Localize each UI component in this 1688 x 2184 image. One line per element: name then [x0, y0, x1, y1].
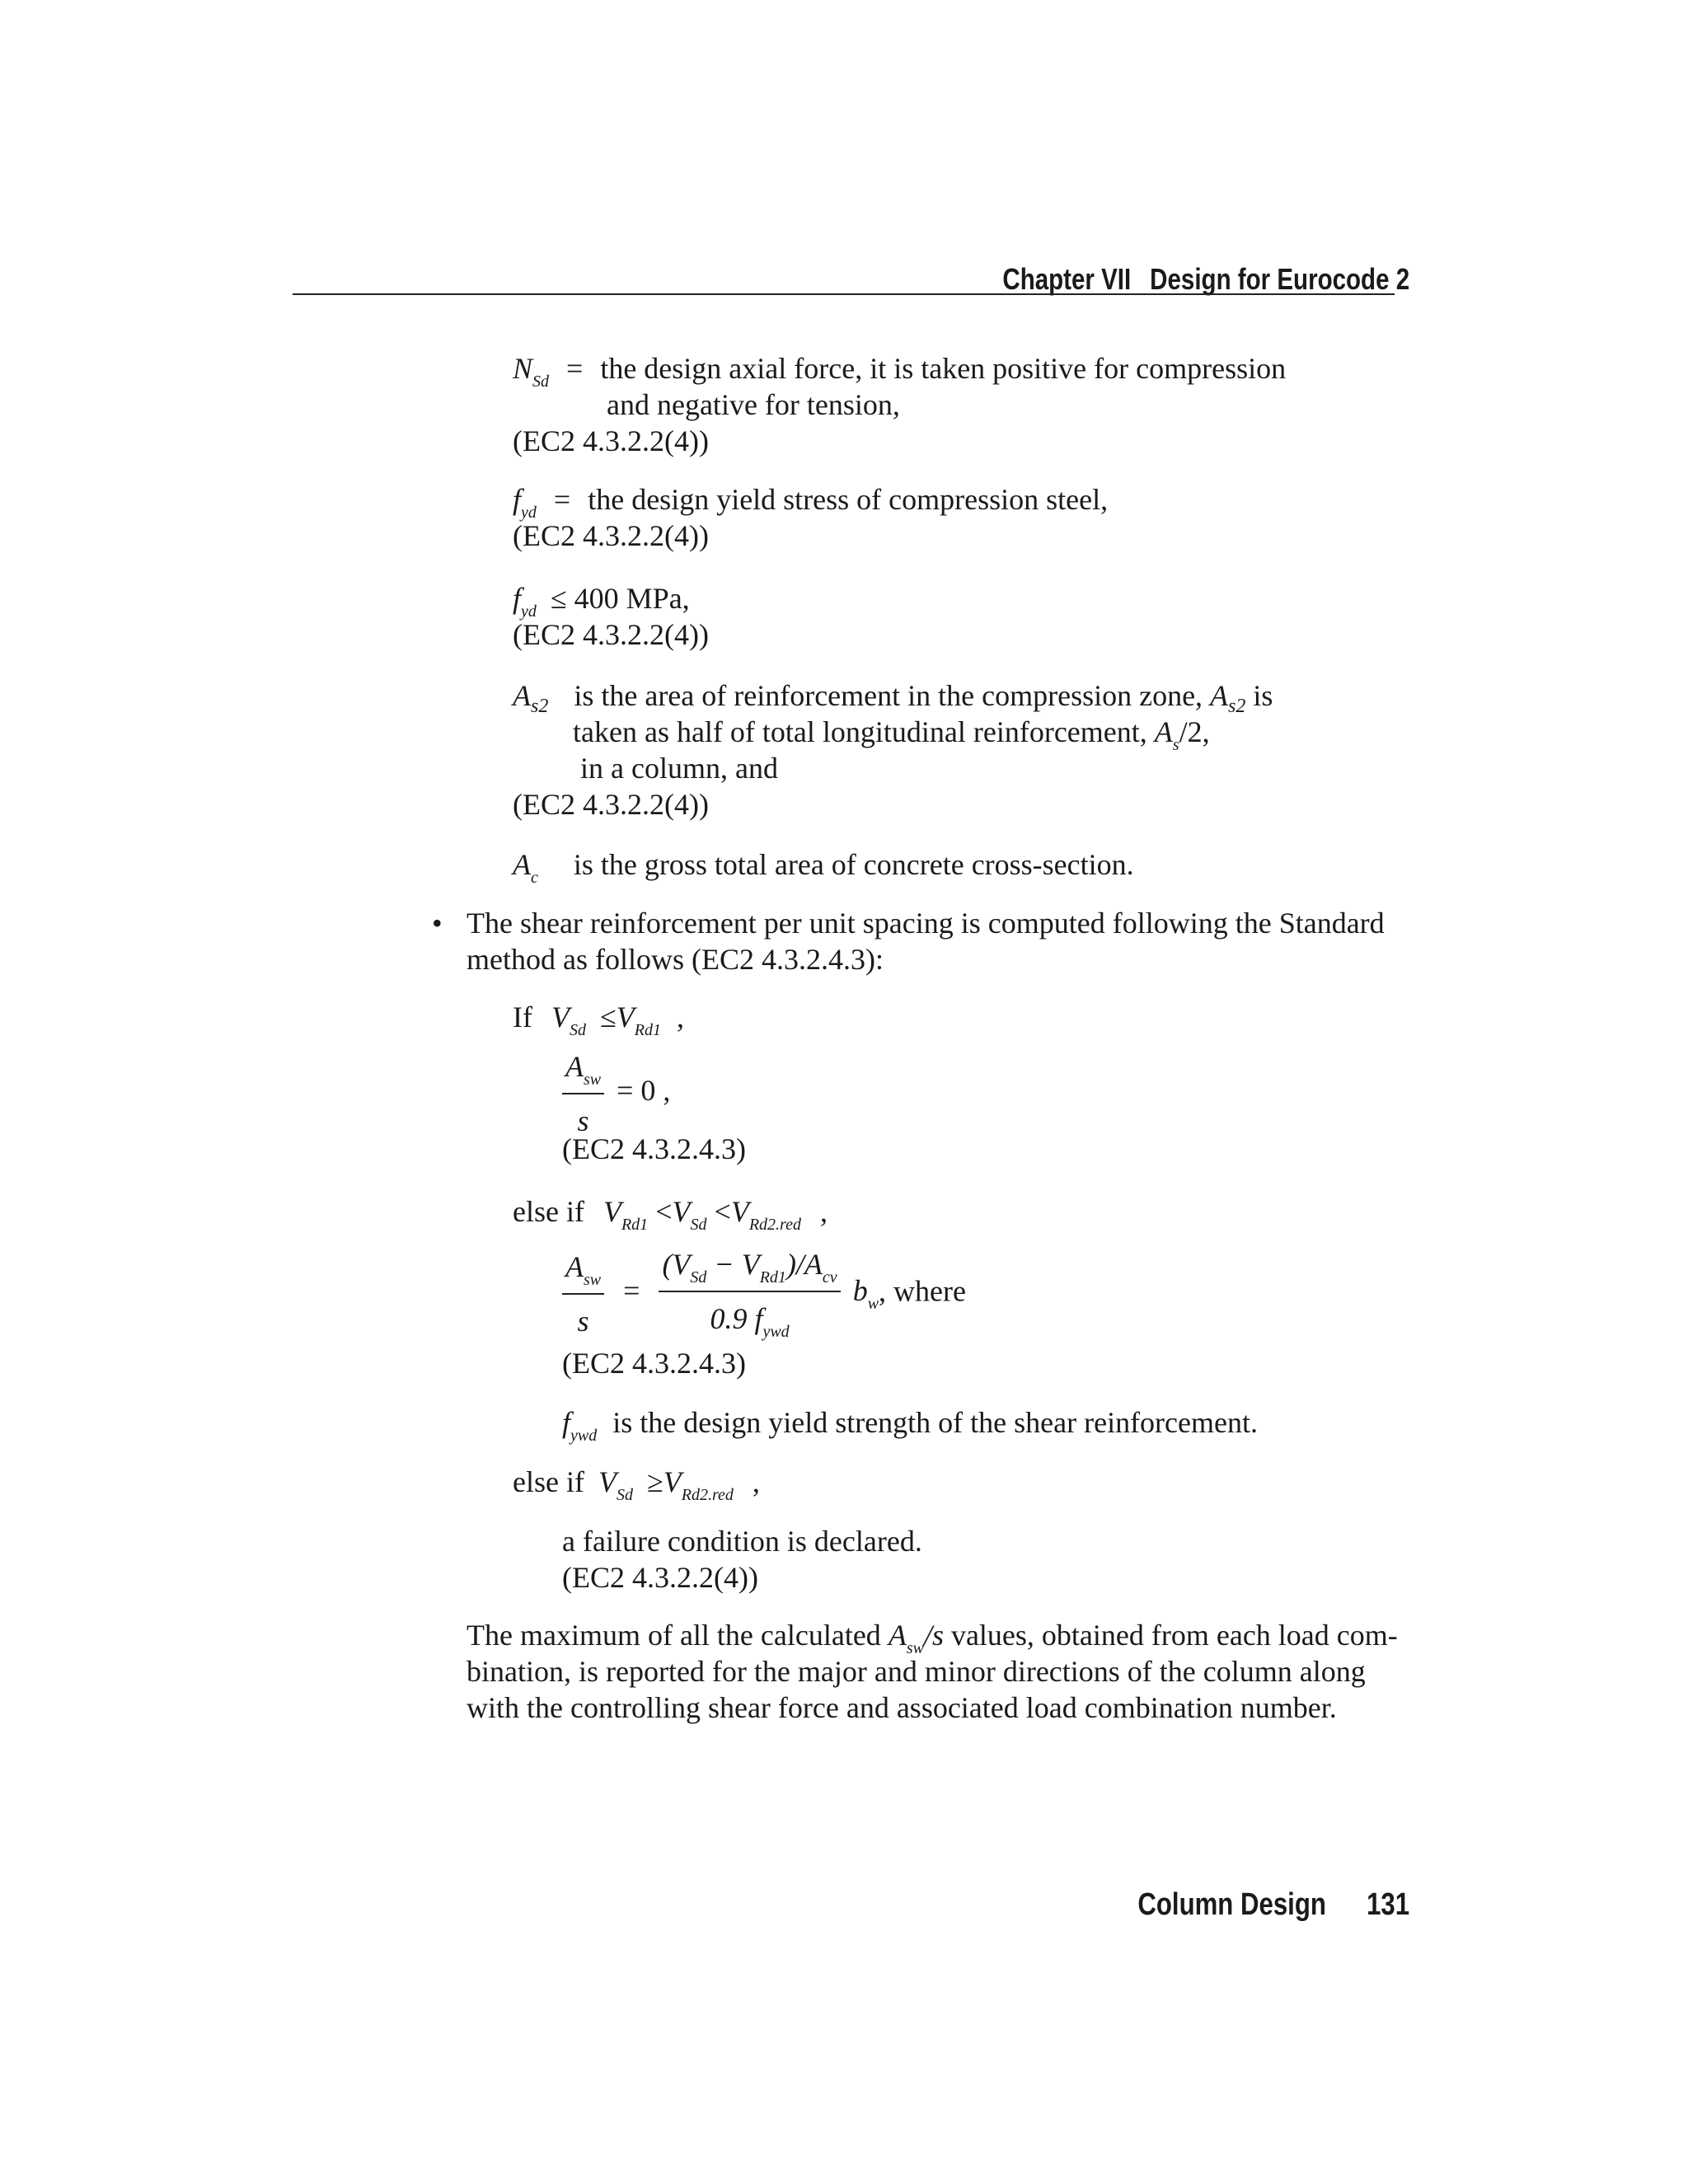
running-header: [1002, 262, 1409, 297]
page-footer: [1137, 1887, 1409, 1923]
bullet-line2: method as follows (EC2 4.3.2.4.3):: [467, 943, 884, 976]
fywd-subscript: ywd: [570, 1427, 598, 1445]
closing-line2: bination, is reported for the major and minor directions of the column along: [467, 1655, 1366, 1688]
nsd-equals: =: [566, 352, 584, 385]
asw-over-s-fraction: [562, 1048, 604, 1139]
fyd-subscript: yd: [521, 504, 537, 522]
eq1-reference: (EC2 4.3.2.4.3): [562, 1132, 746, 1165]
footer-section: Column Design: [1137, 1887, 1326, 1922]
ac-subscript: c: [531, 869, 538, 887]
elseif-v1: V: [603, 1195, 621, 1228]
eq2-num-s3: cv: [822, 1268, 837, 1286]
closing-line1: [467, 1617, 1398, 1658]
eq1-num: A: [565, 1050, 584, 1083]
else-label: else if: [513, 1465, 584, 1498]
as-half: /2,: [1179, 715, 1210, 748]
as2-definition: [513, 677, 1273, 718]
as2-text-line3: in a column, and: [580, 752, 778, 785]
elseif-rel2: <: [714, 1195, 731, 1228]
fywd-definition: [562, 1404, 1258, 1446]
failure-reference: (EC2 4.3.2.2(4)): [562, 1561, 758, 1594]
eq2-num-open: (V: [662, 1248, 691, 1281]
fywd-symbol: f: [562, 1406, 571, 1439]
eq2-den-sub: ywd: [762, 1323, 790, 1341]
eq2-lhs-fraction: [562, 1249, 604, 1339]
header-chapter: Chapter VII: [1002, 262, 1132, 296]
eq1-rhs: = 0 ,: [617, 1074, 671, 1108]
eq2-rhs-fraction: [659, 1246, 840, 1342]
ac-symbol: A: [513, 848, 531, 881]
eq2-lhs-sub: sw: [584, 1271, 602, 1289]
fywd-text: is the design yield strength of the shear reinforcement.: [612, 1406, 1258, 1439]
elseif-v2: V: [672, 1195, 691, 1228]
page-number: 131: [1367, 1887, 1409, 1922]
as2-subscript: s2: [531, 696, 549, 717]
eq2-num-s1: Sd: [690, 1268, 707, 1286]
elseif-rel1: <: [655, 1195, 673, 1228]
ac-definition: [513, 846, 1134, 888]
elseif-s2: Sd: [690, 1216, 707, 1234]
else-v1: V: [598, 1465, 617, 1498]
eq2-num-close: )/A: [785, 1248, 823, 1281]
else-rel: ≥: [646, 1465, 663, 1498]
elseif-s1: Rd1: [621, 1216, 649, 1234]
eq2-tail: , where: [879, 1274, 966, 1308]
closing-line1-start: The maximum of all the calculated: [467, 1619, 881, 1652]
fyd-limit-subscript: yd: [521, 602, 537, 621]
if-label: If: [513, 1001, 532, 1033]
elseif-s3: Rd2.red: [748, 1216, 801, 1234]
if-s2: Rd1: [634, 1021, 661, 1039]
bw-symbol: b: [852, 1274, 868, 1308]
nsd-reference: (EC2 4.3.2.2(4)): [513, 424, 709, 457]
fyd-limit-symbol: f: [513, 582, 522, 615]
elseif-end: ,: [819, 1195, 828, 1228]
eq2-equals: =: [623, 1274, 640, 1308]
eq1-den: s: [577, 1104, 589, 1137]
failure-text: a failure condition is declared.: [562, 1525, 922, 1558]
else-end: ,: [752, 1465, 760, 1498]
fyd-symbol: f: [513, 483, 522, 516]
fyd-equals: =: [553, 483, 571, 516]
header-rule: [293, 293, 1395, 295]
elseif-v3: V: [730, 1195, 749, 1228]
if-v2: V: [616, 1001, 635, 1033]
as2-text-line2-text: taken as half of total longitudinal reinforcement,: [573, 715, 1147, 748]
eq2-reference: (EC2 4.3.2.4.3): [562, 1347, 746, 1380]
nsd-symbol: N: [513, 352, 533, 385]
eq2-num-minus: − V: [706, 1248, 760, 1281]
else-s2: Rd2.red: [681, 1486, 734, 1504]
if-end: ,: [676, 1001, 684, 1033]
if-relation: ≤: [599, 1001, 617, 1033]
eq2-den: 0.9 f: [710, 1302, 763, 1335]
else-s1: Sd: [616, 1486, 633, 1504]
fyd-definition: [513, 481, 1108, 523]
header-title: Design for Eurocode 2: [1150, 262, 1409, 296]
nsd-text-line1: the design axial force, it is taken positive for compression: [600, 352, 1287, 385]
fyd-text: the design yield stress of compression steel,: [588, 483, 1109, 516]
closing-line1-end: values, obtained from each load com-: [950, 1619, 1398, 1652]
fyd-limit-reference: (EC2 4.3.2.2(4)): [513, 618, 709, 651]
else-condition: [513, 1464, 760, 1505]
if-s1: Sd: [569, 1021, 586, 1039]
eq2-lhs-num: A: [565, 1250, 584, 1283]
as2-text-line1: is the area of reinforcement in the compression zone,: [574, 679, 1203, 712]
bw-subscript: w: [867, 1295, 879, 1314]
equation-shear: [562, 1246, 966, 1342]
ac-text: is the gross total area of concrete cross-section.: [573, 848, 1134, 881]
closing-asw-symbol: A: [888, 1619, 907, 1652]
as2-reference: (EC2 4.3.2.2(4)): [513, 788, 709, 821]
eq1-num-sub: sw: [584, 1071, 602, 1089]
nsd-text-line2: and negative for tension,: [607, 388, 900, 421]
nsd-subscript: Sd: [532, 373, 550, 391]
bullet-marker: •: [432, 907, 443, 940]
elseif-condition: [513, 1193, 828, 1235]
as2-inline-symbol: A: [1210, 679, 1229, 712]
fyd-reference: (EC2 4.3.2.2(4)): [513, 519, 709, 552]
as2-text-line1-end: is: [1253, 679, 1273, 712]
elseif-label: else if: [513, 1195, 584, 1228]
bullet-line1: The shear reinforcement per unit spacing is computed following the Standard: [467, 907, 1385, 940]
equation-zero: [562, 1048, 670, 1139]
as2-inline-subscript: s2: [1228, 696, 1246, 717]
nsd-definition: [513, 350, 1286, 391]
eq2-num-s2: Rd1: [759, 1268, 786, 1286]
eq2-lhs-den: s: [577, 1305, 589, 1338]
if-condition: [513, 999, 684, 1040]
as2-symbol: A: [513, 679, 531, 712]
as-subscript: s: [1172, 736, 1179, 754]
closing-line3: with the controlling shear force and associated load combination number.: [467, 1691, 1337, 1724]
as-symbol: A: [1154, 715, 1173, 748]
as2-text-line2: [573, 714, 1210, 755]
closing-asw-subscript: sw: [906, 1639, 924, 1657]
fyd-limit-relation: ≤ 400 MPa,: [550, 582, 690, 615]
fyd-limit: [513, 580, 690, 621]
if-v1: V: [551, 1001, 570, 1033]
closing-over-s: /s: [923, 1619, 944, 1652]
else-v2: V: [663, 1465, 682, 1498]
